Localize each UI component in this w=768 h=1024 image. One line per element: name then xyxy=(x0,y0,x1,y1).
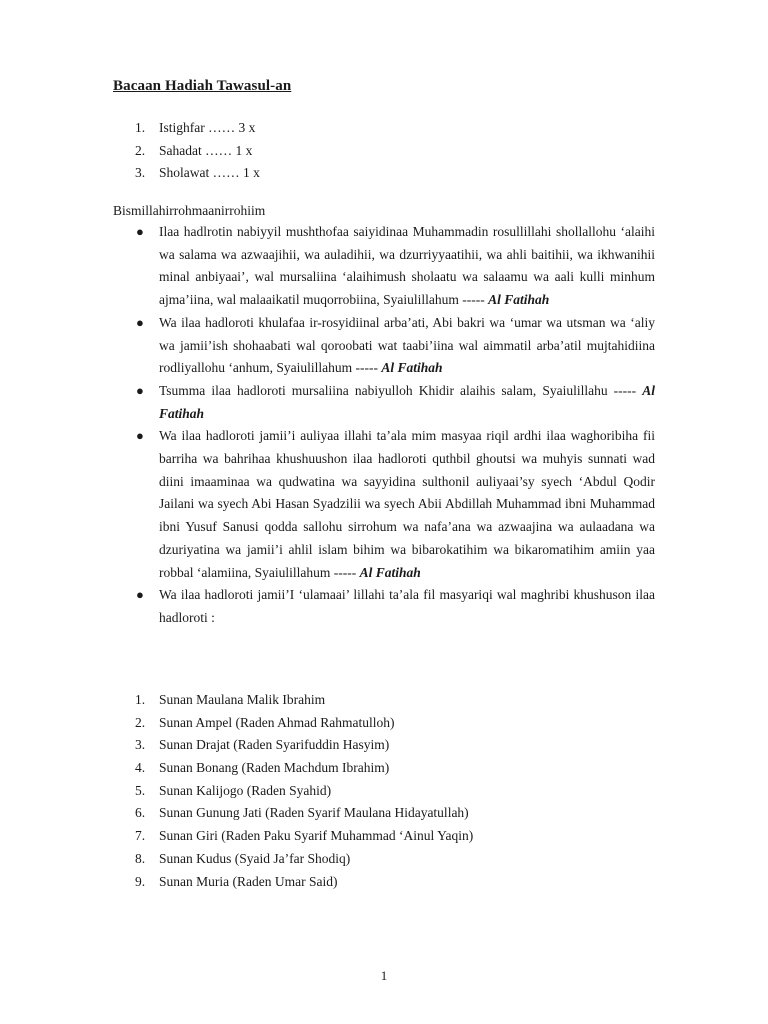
bullet-paragraph xyxy=(159,312,655,380)
bullet-paragraph xyxy=(159,425,655,584)
bullet-icon: ● xyxy=(136,314,144,330)
bullet-list xyxy=(0,221,768,630)
bullet-icon: ● xyxy=(136,587,144,603)
bullet-text: Wa ilaa hadloroti jamii’I ‘ulamaai’ lillahi ta’ala fil masyariqi wal maghribi khushuson ilaa hadloroti : xyxy=(159,587,655,625)
bullet-text: Ilaa hadlrotin nabiyyil mushthofaa saiyidinaa Muhammadin rosullillahi shollallohu ‘alaihi wa salama wa azwaajihii, wa auladihii, wa dzurriyyaatihii, wa ahli baitihii, wa ikhwanihii minal anbiyaai’, wal mursaliina ‘alaihimush sholaatu wa salaamu wa aali kulli minhum ajma’iina, wal malaaikatil muqorrobiina, Syaiulillahum ----- xyxy=(159,224,655,308)
list-item-number: 5. xyxy=(135,782,146,798)
basmalah-heading: Bismillahirrohmaanirrohiim xyxy=(113,203,266,218)
list-item-text: Sunan Muria (Raden Umar Said) xyxy=(159,873,338,889)
list-item-text: Sunan Kudus (Syaid Ja’far Shodiq) xyxy=(159,850,351,866)
fatihah-label: Al Fatihah xyxy=(159,382,655,421)
bullet-item xyxy=(0,584,768,629)
list-item-number: 1. xyxy=(135,692,146,707)
list-item-text: Sunan Maulana Malik Ibrahim xyxy=(159,692,326,707)
list-item-number: 4. xyxy=(135,760,146,776)
bullet-text: Tsumma ilaa hadloroti mursaliina nabiyulloh Khidir alaihis salam, Syaiulillahu ----- xyxy=(159,382,637,398)
list-item-number: 3. xyxy=(135,737,146,753)
bullet-icon: ● xyxy=(136,224,144,239)
list-item-text: Sunan Gunung Jati (Raden Syarif Maulana Hidayatullah) xyxy=(159,805,469,821)
fatihah-label: Al Fatihah xyxy=(488,292,550,308)
fatihah-label: Al Fatihah xyxy=(359,564,421,580)
bullet-icon: ● xyxy=(136,428,144,444)
list-item-number: 3. xyxy=(135,165,146,181)
bullet-item xyxy=(0,425,768,584)
list-item-text: Sunan Ampel (Raden Ahmad Rahmatulloh) xyxy=(159,714,395,730)
list-item-number: 2. xyxy=(135,714,146,730)
bullet-item xyxy=(0,380,768,425)
list-item-number: 7. xyxy=(135,828,146,844)
list-item-text: Sunan Bonang (Raden Machdum Ibrahim) xyxy=(159,760,390,776)
bullet-text: Wa ilaa hadloroti jamii’i auliyaa illahi ta’ala mim masyaa riqil ardhi ilaa waghoribiha fii barriha wa bahrihaa khushuushon ilaa hadloroti quthbil ghoutsi wa muhyis sunnati wad diini imaaminaa wa qudwatina wa sayyidina sulthonil auliyaai’sy syech ‘Abdul Qodir Jailani wa syech Abi Hasan Syadzilii wa syech Abii Abdillah Muhammad ibni Muhammad ibni Yusuf Sanusi qodda sallohu sirrohum wa nafa’ana wa azwaajina wa aulaadana wa dzuriyatina wa jamii’i ahlil islam bihim wa bibarokatihim wa bikaromatihim amiin yaa robbal ‘alamiina, Syaiulillahum ----- xyxy=(159,428,655,580)
fatihah-label: Al Fatihah xyxy=(381,360,443,376)
list-item-text: Sahadat …… 1 x xyxy=(159,142,253,158)
bullet-paragraph xyxy=(159,380,655,425)
list-item-text: Sholawat …… 1 x xyxy=(159,165,260,181)
list-item-number: 8. xyxy=(135,850,146,866)
bullet-icon: ● xyxy=(136,382,144,398)
list-item-number: 1. xyxy=(135,120,146,135)
page-number: 1 xyxy=(380,968,388,983)
bullet-text: Wa ilaa hadloroti khulafaa ir-rosyidiinal arba’ati, Abi bakri wa ‘umar wa utsman wa ‘aliy wa jamii’ish shohaabati wal qoroobati wat taabi’iina wal aimmatil arba’atil mujtahidiina rodliyallohu ‘anhum, Syaiulillahum ----- xyxy=(159,314,655,376)
list-item-text: Sunan Giri (Raden Paku Syarif Muhammad ‘Ainul Yaqin) xyxy=(159,828,474,844)
bullet-paragraph xyxy=(159,221,655,312)
list-item-number: 6. xyxy=(135,805,146,821)
document-title: Bacaan Hadiah Tawasul-an xyxy=(113,78,292,94)
bullet-paragraph xyxy=(159,584,655,629)
list-item-text: Sunan Kalijogo (Raden Syahid) xyxy=(159,782,332,798)
list-item-text: Istighfar …… 3 x xyxy=(159,120,256,135)
list-item-number: 2. xyxy=(135,142,146,158)
bullet-item xyxy=(0,221,768,312)
list-item-text: Sunan Drajat (Raden Syarifuddin Hasyim) xyxy=(159,737,390,753)
list-item-number: 9. xyxy=(135,873,146,889)
bullet-item xyxy=(0,312,768,380)
